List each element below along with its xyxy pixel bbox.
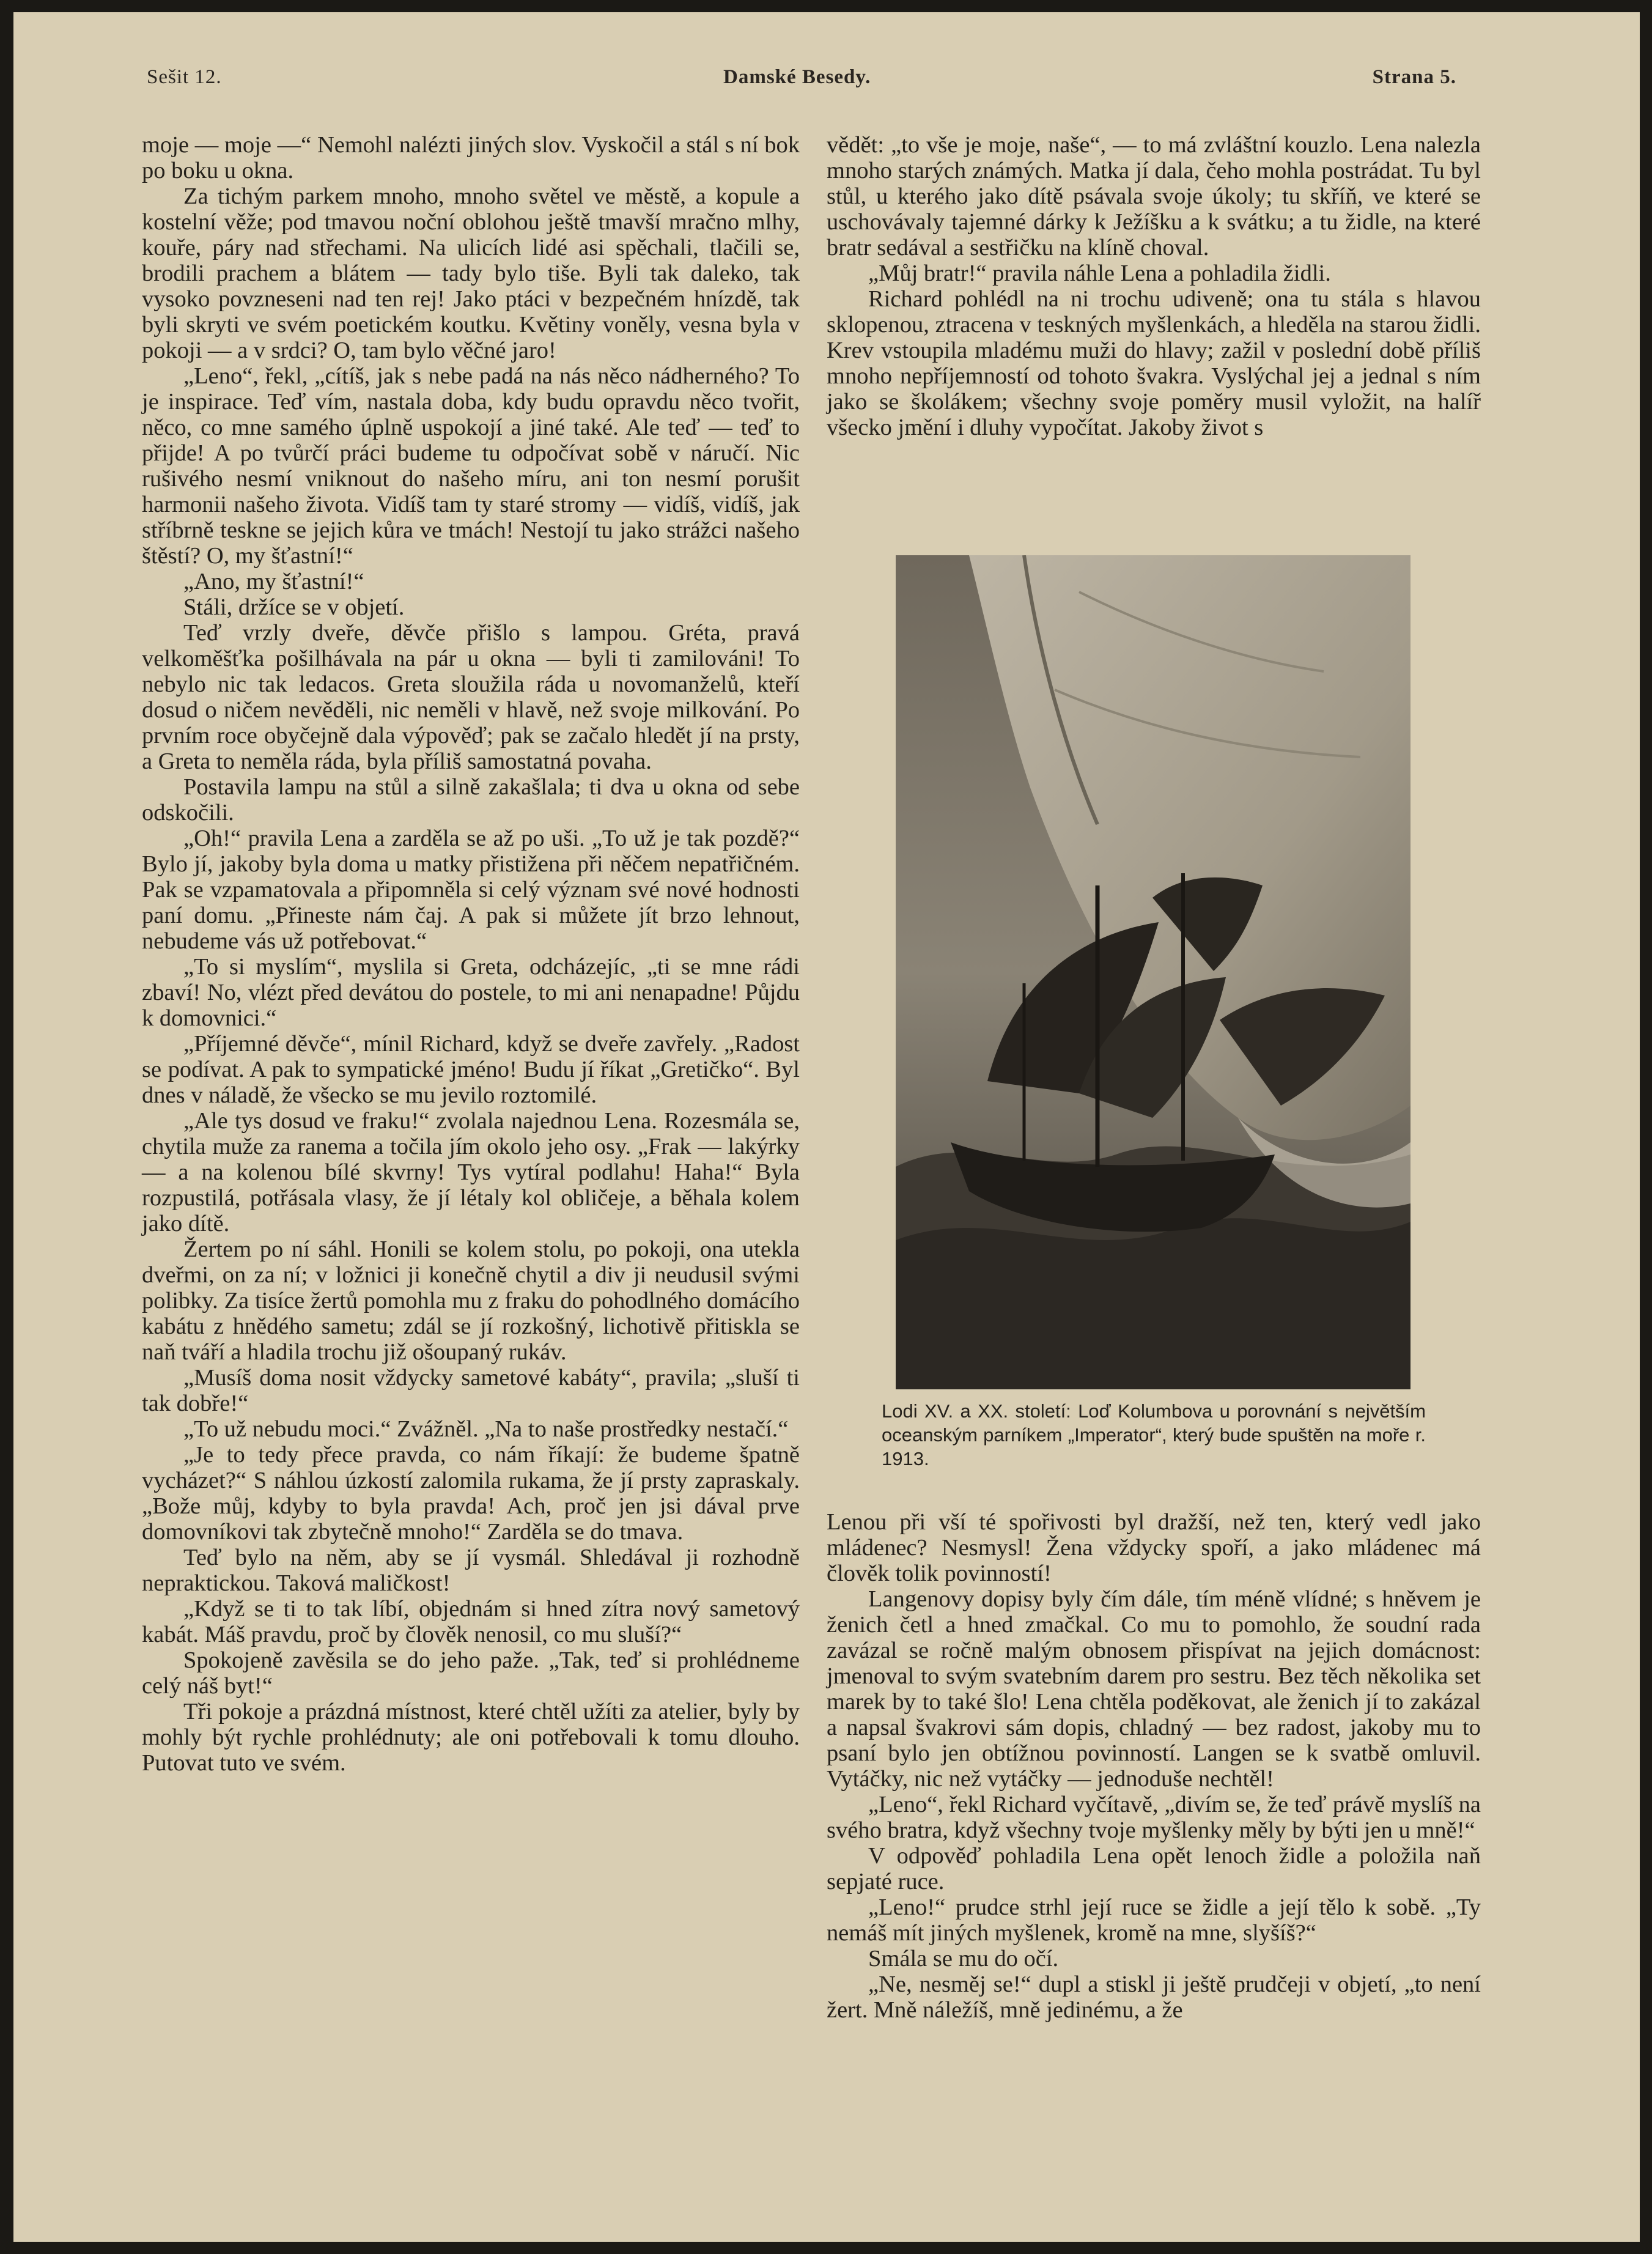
paragraph: Teď vrzly dveře, děvče přišlo s lampou. Gréta, pravá velkoměšťka pošilhávala na pár u okna — byli ti zamilováni! To nebylo nic tak ledacos. Greta sloužila ráda u novomanželů, kteří dosud o ničem nevěděli, nic neměli v hlavě, než svoje milkování. Po prvním roce obyčejně dala výpověď; pak se začalo hledět jí na prsty, a Greta to neměla ráda, byla příliš samostatná povaha. (142, 620, 800, 774)
paragraph: „Příjemné děvče“, mínil Richard, když se dveře zavřely. „Radost se podívat. A pak to sympatické jméno! Budu jí říkat „Gretičko“. Byl dnes v náladě, že všecko se mu jevilo roztomilé. (142, 1031, 800, 1108)
paragraph: Langenovy dopisy byly čím dále, tím méně vlídné; s hněvem je ženich četl a hned zmačkal. Co mu to pomohlo, že soudní rada zavázal se ročně malým obnosem přispívat na jejich domácnost: jmenoval to svým svatebním darem pro sestru. Bez těch několika set marek by to také šlo! Lena chtěla poděkovat, ale ženich jí to zakázal a napsal švakrovi sám dopis, chladný — bez radost, jakoby mu to psaní bylo jen obtížnou povinností. Langen se k svatbě omluvil. Vytáčky, nic než vytáčky — jednoduše nechtěl! (827, 1586, 1481, 1792)
paragraph: „Ne, nesměj se!“ dupl a stiskl ji ještě prudčeji v objetí, „to není žert. Mně náležíš, mně jedinému, a že (827, 1971, 1481, 2023)
paragraph: Za tichým parkem mnoho, mnoho světel ve městě, a kopule a kostelní věže; pod tmavou noční oblohou ještě tmavší mračno mlhy, kouře, páry nad střechami. Na ulicích lidé asi spěchali, tlačili se, brodili prachem a blátem — tady bylo tiše. Byli tak daleko, tak vysoko povzneseni nad ten rej! Jako ptáci v bezpečném hnízdě, tak byli skryti ve svém poetickém koutku. Květiny voněly, vesna byla v pokoji — a v srdci? O, tam bylo věčné jaro! (142, 183, 800, 363)
paragraph: Postavila lampu na stůl a silně zakašlala; ti dva u okna od sebe odskočili. (142, 774, 800, 826)
issue-number: Sešit 12. (147, 66, 222, 88)
paragraph: „Musíš doma nosit vždycky sametové kabáty“, pravila; „sluší ti tak dobře!“ (142, 1365, 800, 1416)
paragraph: „Leno“, řekl Richard vyčítavě, „divím se, že teď právě myslíš na svého bratra, když všechny tvoje myšlenky měly by býti jen u mně!“ (827, 1792, 1481, 1843)
left-text-column (142, 132, 800, 1776)
paragraph: Teď bylo na něm, aby se jí vysmál. Shledával ji rozhodně nepraktickou. Taková maličkost! (142, 1545, 800, 1596)
ship-illustration (896, 555, 1410, 1389)
paragraph: Smála se mu do očí. (868, 1946, 1059, 1971)
figure-caption: Lodi XV. a XX. století: Loď Kolumbova u porovnání s největším oceanským parníkem „Imperator“, který bude spuštěn na moře r. 1913. (882, 1400, 1426, 1469)
ship-illustration-art (896, 555, 1410, 1389)
paragraph: Žertem po ní sáhl. Honili se kolem stolu, po pokoji, ona utekla dveřmi, on za ní; v ložnici ji konečně chytil a div ji neudusil svými polibky. Za tisíce žertů pomohla mu z fraku do pohodlného domácího kabátu z hnědého sametu; zdál se jí rozkošný, lichotivě přitiskla se naň tváří a hladila trochu již ošoupaný rukáv. (142, 1236, 800, 1365)
paragraph: Richard pohlédl na ni trochu udiveně; ona tu stála s hlavou sklopenou, ztracena v teskných myšlenkách, a hleděla na starou židli. Krev vstoupila mladému muži do hlavy; zažil v poslední době příliš mnoho nepříjemností od tohoto švakra. Vyslýchal jej a jednal s ním jako se školákem; všechny svoje poměry musil vyložit, na halíř všecko jmění i dluhy vypočítat. Jakoby život s (827, 286, 1481, 440)
paragraph: „Leno!“ prudce strhl její ruce se židle a její tělo k sobě. „Ty nemáš mít jiných myšlenek, kromě na mne, slyšíš?“ (827, 1894, 1481, 1946)
magazine-title: Damské Besedy. (723, 66, 871, 88)
paragraph: „To už nebudu moci.“ Zvážněl. „Na to naše prostředky nestačí.“ (183, 1416, 789, 1442)
running-header (147, 66, 1456, 89)
paragraph: „Ano, my šťastní!“ (183, 569, 364, 594)
paragraph: moje — moje —“ Nemohl nalézti jiných slov. Vyskočil a stál s ní bok po boku u okna. (142, 132, 800, 183)
paragraph: „Ale tys dosud ve fraku!“ zvolala najednou Lena. Rozesmála se, chytila muže za ranema a točila jím okolo jeho osy. „Frak — lakýrky — a na kolenou bílé skvrny! Tys vytíral podlahu! Haha!“ Byla rozpustilá, potřásala vlasy, že jí létaly kol obličeje, a běhala kolem jako dítě. (142, 1108, 800, 1236)
paragraph: Tři pokoje a prázdná místnost, které chtěl užíti za atelier, byly by mohly být rychle prohlédnuty; ale oni potřebovali k tomu dlouho. Putovat tuto ve svém. (142, 1699, 800, 1776)
paragraph: „Můj bratr!“ pravila náhle Lena a pohladila židli. (868, 261, 1331, 286)
paragraph: „To si myslím“, myslila si Greta, odcházejíc, „ti se mne rádi zbaví! No, vlézt před devátou do postele, to mi ani nenapadne! Půjdu k domovnici.“ (142, 954, 800, 1031)
paragraph: V odpověď pohladila Lena opět lenoch židle a položila naň sepjaté ruce. (827, 1843, 1481, 1894)
paragraph: Lenou při vší té spořivosti byl dražší, než ten, který vedl jako mládenec? Nesmysl! Žena vždycky spoří, a jako mládenec má člověk tolik povinností! (827, 1509, 1481, 1586)
paragraph: „Je to tedy přece pravda, co nám říkají: že budeme špatně vycházet?“ S náhlou úzkostí zalomila rukama, že jí prsty zapraskaly. „Bože můj, kdyby to byla pravda! Ach, proč jen jsi dával prve domovníkovi tak zbytečně mnoho!“ Zarděla se do tmava. (142, 1442, 800, 1545)
paragraph: Spokojeně zavěsila se do jeho paže. „Tak, teď si prohlédneme celý náš byt!“ (142, 1647, 800, 1699)
magazine-page (13, 12, 1640, 2242)
right-text-column-top (827, 132, 1481, 440)
paragraph: „Když se ti to tak líbí, objednám si hned zítra nový sametový kabát. Máš pravdu, proč by člověk nenosil, co mu sluší?“ (142, 1596, 800, 1647)
paragraph: „Leno“, řekl, „cítíš, jak s nebe padá na nás něco nádherného? To je inspirace. Teď vím, nastala doba, kdy budu opravdu něco tvořit, něco, co mne samého úplně uspokojí a jiné také. Ale teď — teď to přijde! A po tvůrčí práci budeme tu odpočívat sobě v náručí. Nic rušivého nesmí vniknout do našeho míru, ani ton nesmí porušit harmonii našeho života. Vidíš tam ty staré stromy — vidíš, vidíš, jak stříbrně teskne se jejich kůra ve tmách! Nestojí tu jako strážci našeho štěstí? O, my šťastní!“ (142, 363, 800, 569)
right-text-column-bottom (827, 1509, 1481, 2023)
paragraph: „Oh!“ pravila Lena a zarděla se až po uši. „To už je tak pozdě?“ Bylo jí, jakoby byla doma u matky přistižena při něčem nepatřičném. Pak se vzpamatovala a připomněla si celý význam své nové hodnosti paní domu. „Přineste nám čaj. A pak si můžete jít brzo lehnout, nebudeme vás už potřebovat.“ (142, 826, 800, 954)
paragraph: Stáli, držíce se v objetí. (183, 594, 405, 620)
paragraph: vědět: „to vše je moje, naše“, — to má zvláštní kouzlo. Lena nalezla mnoho starých známých. Matka jí dala, čeho mohla postrádat. Tu byl stůl, u kterého jako dítě psávala svoje úkoly; tu skříň, ve které se uschovávaly tajemné dárky k Ježíšku a k svátku; a tu židle, na které bratr sedával a sestřičku na klíně choval. (827, 132, 1481, 261)
page-number: Strana 5. (1372, 66, 1456, 88)
